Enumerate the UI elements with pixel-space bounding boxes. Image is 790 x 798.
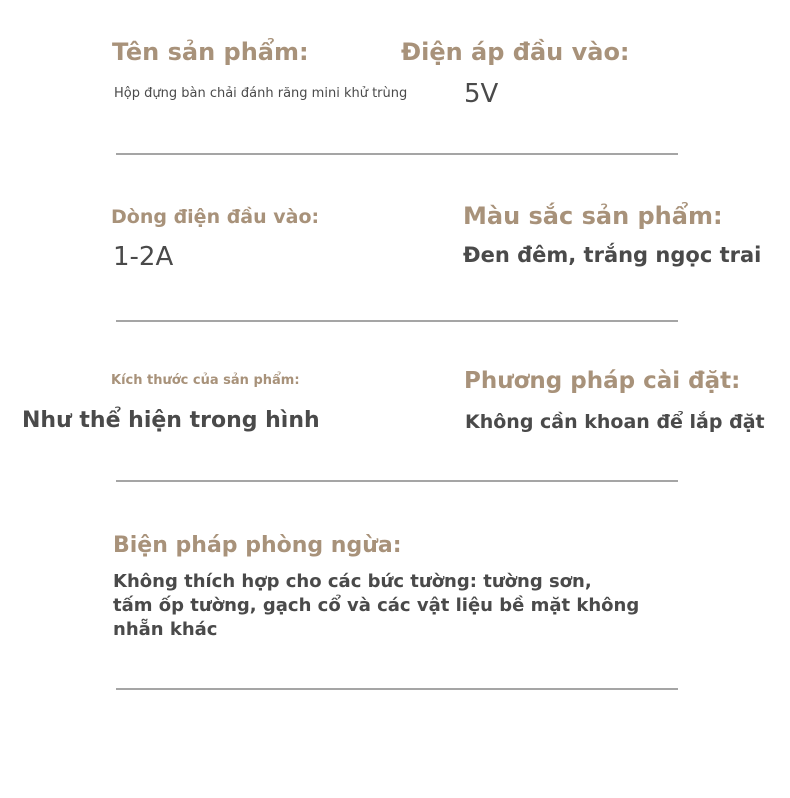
input-current-label: Dòng điện đầu vào: xyxy=(111,206,320,228)
precautions-line-3: nhẵn khác xyxy=(113,619,218,640)
product-name-label: Tên sản phẩm: xyxy=(112,38,309,66)
input-current-value: 1-2A xyxy=(113,242,174,272)
product-color-label: Màu sắc sản phẩm: xyxy=(463,202,723,230)
divider-3 xyxy=(116,480,678,482)
divider-4 xyxy=(116,688,678,690)
install-method-value: Không cần khoan để lắp đặt xyxy=(465,411,765,433)
precautions-line-1: Không thích hợp cho các bức tường: tường sơn, xyxy=(113,571,592,592)
divider-2 xyxy=(116,320,678,322)
precautions-label: Biện pháp phòng ngừa: xyxy=(113,533,402,558)
precautions-line-2: tấm ốp tường, gạch cổ và các vật liệu bề mặt không xyxy=(113,595,640,616)
divider-1 xyxy=(116,153,678,155)
product-name-value: Hộp đựng bàn chải đánh răng mini khử trùng xyxy=(114,86,408,101)
product-size-value: Như thể hiện trong hình xyxy=(22,408,320,433)
install-method-label: Phương pháp cài đặt: xyxy=(464,368,741,394)
input-voltage-label: Điện áp đầu vào: xyxy=(401,38,630,66)
product-size-label: Kích thước của sản phẩm: xyxy=(111,373,300,388)
input-voltage-value: 5V xyxy=(464,79,499,109)
product-color-value: Đen đêm, trắng ngọc trai xyxy=(463,243,762,267)
